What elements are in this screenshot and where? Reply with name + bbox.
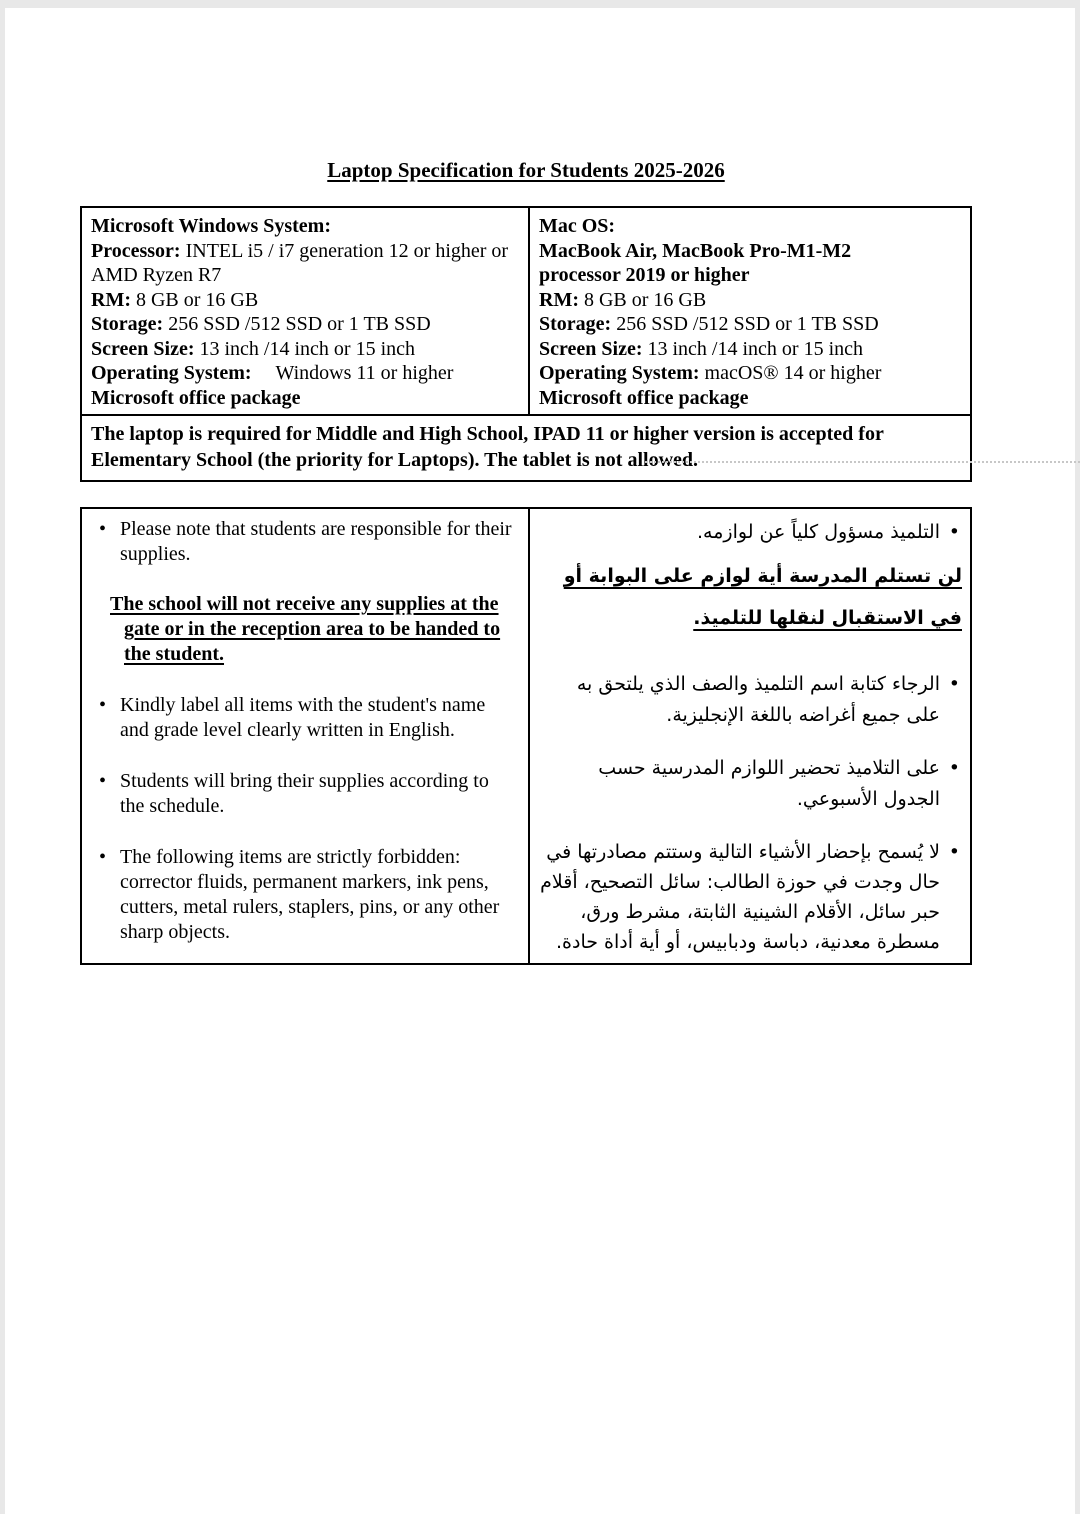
spec-label: RM: <box>91 288 131 311</box>
scan-dotted-line <box>645 461 1080 463</box>
windows-ram-line <box>91 288 520 313</box>
english-warning-no-supplies: The school will not receive any supplies at the gate or in the reception area to be handed to the student. <box>110 593 501 665</box>
arabic-rule-schedule: • على التلاميذ تحضير اللوازم المدرسية حسب الجدول الأسبوعي. <box>540 753 962 815</box>
spec-value: 256 SSD /512 SSD or 1 TB SSD <box>168 313 431 335</box>
arabic-rule-forbidden-items: • لا يُسمح بإحضار الأشياء التالية وستتم مصادرتها في حال وجدت في حوزة الطالب: سائل التصحيح، أقلام حبر سائل، الأقلام الشينية الثابتة، مشرط ورق، مسطرة معدنية، دباسة ودبابيس، أو أية أداة حادة. <box>540 837 962 957</box>
spec-label: Processor: <box>91 239 181 262</box>
spec-label: Operating System: <box>539 362 700 384</box>
laptop-spec-table <box>80 206 972 482</box>
windows-office-package: Microsoft office package <box>91 386 301 409</box>
scan-edge-left <box>0 8 5 1514</box>
spec-label: Screen Size: <box>539 337 643 360</box>
spec-label: Operating System: <box>91 362 252 384</box>
spec-label: RM: <box>539 288 579 311</box>
spec-value: 8 GB or 16 GB <box>135 288 259 311</box>
spec-columns-row <box>82 208 970 416</box>
laptop-requirement-note: The laptop is required for Middle and High School, IPAD 11 or higher version is accepted for Elementary School (the priority for Laptops). The tablet is not allowed. <box>91 423 884 471</box>
scan-edge-right <box>1075 8 1080 1514</box>
spec-value: 13 inch /14 inch or 15 inch <box>199 337 416 360</box>
page-title: Laptop Specification for Students 2025-2026 <box>327 158 725 182</box>
spec-value: Windows 11 or higher <box>275 362 454 384</box>
spec-value: macOS® 14 or higher <box>704 362 882 384</box>
rules-english-cell <box>82 509 530 963</box>
spec-value: 8 GB or 16 GB <box>583 288 707 311</box>
mac-screen-line <box>539 337 962 362</box>
windows-os-line <box>91 361 520 386</box>
mac-ram-line <box>539 288 962 313</box>
mac-models-line-1: MacBook Air, MacBook Pro-M1-M2 <box>539 239 852 262</box>
supplies-rules-table <box>80 507 972 965</box>
mac-office-package: Microsoft office package <box>539 386 749 409</box>
spec-value: 13 inch /14 inch or 15 inch <box>647 337 864 360</box>
spec-label: Storage: <box>539 313 612 335</box>
windows-processor-line <box>91 239 520 288</box>
english-rule-forbidden-items: • The following items are strictly forbidden: corrector fluids, permanent markers, ink pens, cutters, metal rulers, staplers, pins, or any other sharp objects. <box>90 845 516 945</box>
english-rule-labeling: • Kindly label all items with the student's name and grade level clearly written in English. <box>90 693 516 743</box>
windows-spec-cell <box>82 208 530 414</box>
windows-screen-line <box>91 337 520 362</box>
mac-heading: Mac OS: <box>539 215 616 237</box>
spec-label: Screen Size: <box>91 337 195 360</box>
spec-value: INTEL i5 / i7 generation 12 or higher or AMD Ryzen R7 <box>91 239 509 286</box>
spec-value: 256 SSD /512 SSD or 1 TB SSD <box>616 313 879 335</box>
english-rule-schedule: • Students will bring their supplies according to the schedule. <box>90 769 516 819</box>
arabic-rule-responsibility: • التلميذ مسؤول كلياً عن لوازمه. <box>540 517 962 547</box>
spec-label: Storage: <box>91 313 164 335</box>
mac-models-line-2: processor 2019 or higher <box>539 264 750 286</box>
windows-heading: Microsoft Windows System: <box>91 215 331 237</box>
arabic-warning-no-supplies: لن تستلم المدرسة أية لوازم على البوابة أو في الاستقبال لنقلها للتلميذ. <box>563 565 962 629</box>
arabic-rule-labeling: • الرجاء كتابة اسم التلميذ والصف الذي يلتحق به على جميع أغراضه باللغة الإنجليزية. <box>540 669 962 731</box>
mac-storage-line <box>539 312 962 337</box>
english-rule-responsibility: • Please note that students are responsible for their supplies. <box>90 517 516 567</box>
windows-storage-line <box>91 312 520 337</box>
mac-os-line <box>539 361 962 386</box>
mac-spec-cell <box>530 208 970 414</box>
scan-edge-top <box>0 0 1080 8</box>
rules-arabic-cell <box>530 509 970 963</box>
